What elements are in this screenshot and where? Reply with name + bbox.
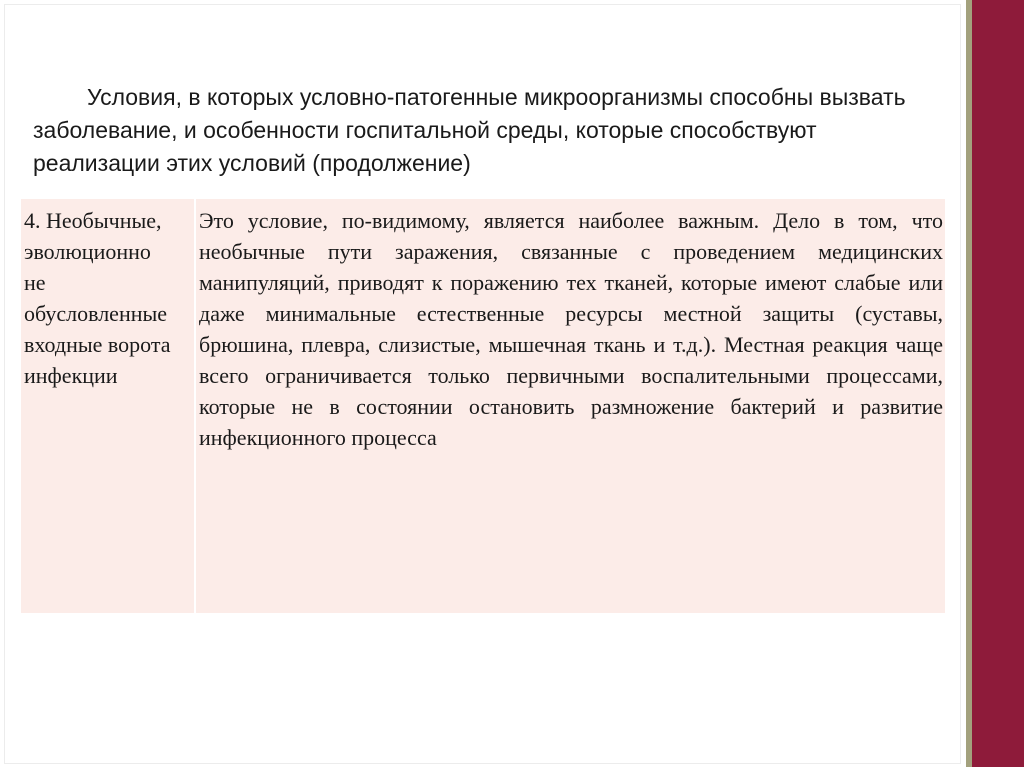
condition-cell: 4. Необычные, эволюционно не обусловленные входные ворота инфекции (21, 199, 195, 613)
accent-bar (966, 0, 1024, 767)
content-table (21, 199, 945, 613)
slide-title: Условия, в которых условно-патогенные микроорганизмы способны вызвать заболевание, и особенности госпитальной среды, которые способствуют реализации этих условий (продолжение) (33, 84, 906, 176)
table-row (21, 199, 945, 613)
description-cell: Это условие, по-видимому, является наиболее важным. Дело в том, что необычные пути заражения, связанные с проведением медицинских манипуляций, приводят к поражению тех тканей, которые имеют слабые или даже минимальные естественные ресурсы местной защиты (суставы, брюшина, плевра, слизистые, мышечная ткань и т.д.). Местная реакция чаще всего ограничивается только первичными воспалительными процессами, которые не в состоянии остановить размножение бактерий и развитие инфекционного процесса (199, 208, 943, 450)
slide (4, 4, 961, 764)
